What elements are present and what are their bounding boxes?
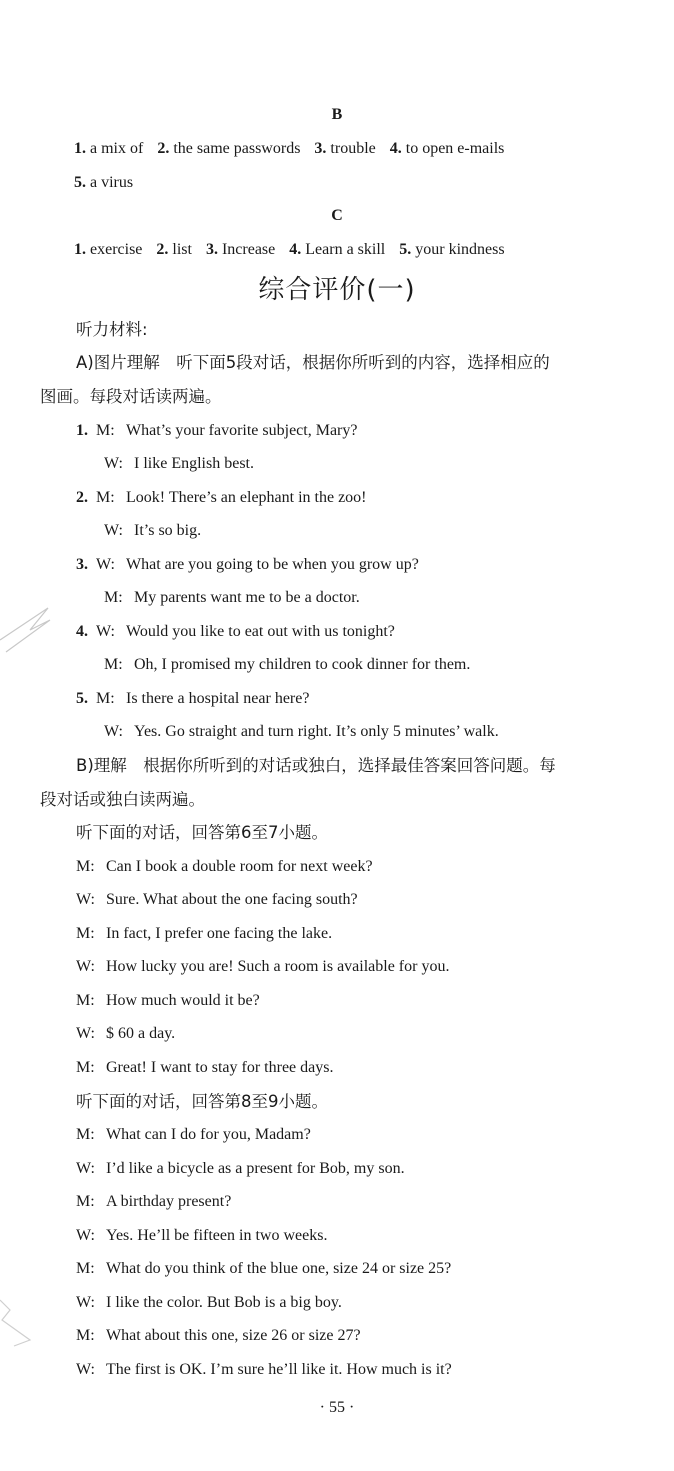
- dialog-5-line2: [104, 722, 499, 742]
- answer-number: 4.: [289, 241, 302, 258]
- dialog-text: It’s so big.: [134, 522, 202, 539]
- speaker: M:: [76, 1260, 95, 1277]
- dialog-number: 4.: [76, 623, 88, 640]
- speaker: M:: [96, 422, 115, 439]
- section-b-answers-row2: [74, 173, 133, 193]
- answer-text: Learn a skill: [305, 241, 386, 258]
- section-b-answers-row1: [74, 139, 504, 159]
- dialog-text: Would you like to eat out with us tonight?: [126, 623, 395, 640]
- conv1-line: [76, 924, 332, 944]
- speaker: M:: [96, 690, 115, 707]
- dialog-text: How lucky you are! Such a room is available for you.: [106, 958, 450, 975]
- dialog-text: What can I do for you, Madam?: [106, 1126, 311, 1143]
- answer-number: 2.: [157, 140, 170, 157]
- speaker: M:: [76, 1126, 95, 1143]
- part-b-instruction-line1: B)理解 根据你所听到的对话或独白，选择最佳答案回答问题。每: [76, 756, 556, 775]
- speaker: M:: [96, 489, 115, 506]
- conv1-line: [76, 857, 373, 877]
- answer-text: the same passwords: [173, 140, 301, 157]
- part-a-instruction-line2: 图画。每段对话读两遍。: [40, 387, 222, 406]
- answer-text: Increase: [221, 241, 276, 258]
- answer-number: 1.: [74, 140, 86, 157]
- answer-text: list: [172, 241, 192, 258]
- section-c-title: C: [331, 207, 343, 224]
- page-number: · 55 ·: [319, 1399, 355, 1416]
- dialog-2-line2: [104, 521, 201, 541]
- conv2-line: [76, 1125, 311, 1145]
- listen-instruction-6-7: 听下面的对话，回答第6至7小题。: [76, 823, 328, 842]
- dialog-text: The first is OK. I’m sure he’ll like it. How much is it?: [106, 1361, 452, 1378]
- dialog-text: How much would it be?: [106, 992, 260, 1009]
- conv1-line: [76, 957, 449, 977]
- dialog-text: I like the color. But Bob is a big boy.: [106, 1294, 342, 1311]
- dialog-text: Sure. What about the one facing south?: [106, 891, 358, 908]
- speaker: M:: [104, 589, 123, 606]
- speaker: W:: [76, 1361, 95, 1378]
- margin-pencil-mark-top: [0, 600, 60, 660]
- conv1-line: [76, 1024, 175, 1044]
- speaker: W:: [76, 1160, 95, 1177]
- conv2-line: [76, 1159, 405, 1179]
- section-c-answers-row1: [74, 240, 505, 260]
- conv1-line: [76, 991, 260, 1011]
- speaker: W:: [76, 958, 95, 975]
- speaker: W:: [104, 522, 123, 539]
- answer-number: 1.: [74, 241, 86, 258]
- dialog-text: What are you going to be when you grow up?: [126, 556, 419, 573]
- dialog-text: $ 60 a day.: [106, 1025, 176, 1042]
- dialog-2-line1: [76, 488, 367, 508]
- answer-text: trouble: [330, 140, 376, 157]
- speaker: W:: [76, 1025, 95, 1042]
- margin-pencil-mark-bottom: [0, 1290, 40, 1350]
- speaker: W:: [76, 891, 95, 908]
- dialog-4-line1: [76, 622, 395, 642]
- dialog-number: 5.: [76, 690, 88, 707]
- dialog-text: Yes. Go straight and turn right. It’s only 5 minutes’ walk.: [134, 723, 499, 740]
- answer-number: 2.: [156, 241, 169, 258]
- answer-text: a mix of: [90, 140, 144, 157]
- answer-text: a virus: [90, 174, 134, 191]
- speaker: M:: [76, 858, 95, 875]
- listening-material-label: 听力材料:: [76, 320, 148, 339]
- speaker: W:: [76, 1294, 95, 1311]
- conv1-line: [76, 1058, 333, 1078]
- dialog-text: I like English best.: [134, 455, 254, 472]
- speaker: M:: [76, 1059, 95, 1076]
- dialog-text: Look! There’s an elephant in the zoo!: [126, 489, 367, 506]
- answer-number: 3.: [314, 140, 327, 157]
- answer-number: 4.: [389, 140, 402, 157]
- conv2-line: [76, 1192, 231, 1212]
- dialog-text: What about this one, size 26 or size 27?: [106, 1327, 361, 1344]
- speaker: W:: [76, 1227, 95, 1244]
- conv2-line: [76, 1293, 342, 1313]
- conv2-line: [76, 1226, 327, 1246]
- listen-instruction-8-9: 听下面的对话，回答第8至9小题。: [76, 1092, 328, 1111]
- dialog-text: Can I book a double room for next week?: [106, 858, 373, 875]
- dialog-text: In fact, I prefer one facing the lake.: [106, 925, 333, 942]
- speaker: M:: [76, 992, 95, 1009]
- dialog-text: Yes. He’ll be fifteen in two weeks.: [106, 1227, 328, 1244]
- answer-number: 3.: [205, 241, 218, 258]
- conv1-line: [76, 890, 358, 910]
- answer-number: 5.: [399, 241, 412, 258]
- dialog-number: 1.: [76, 422, 88, 439]
- dialog-5-line1: [76, 689, 309, 709]
- dialog-3-line2: [104, 588, 360, 608]
- answer-number: 5.: [74, 174, 86, 191]
- dialog-1-line2: [104, 454, 254, 474]
- speaker: M:: [76, 1193, 95, 1210]
- answer-text: your kindness: [415, 241, 505, 258]
- speaker: M:: [76, 925, 95, 942]
- dialog-text: Oh, I promised my children to cook dinner for them.: [134, 656, 471, 673]
- answer-text: exercise: [90, 241, 143, 258]
- speaker: W:: [96, 623, 115, 640]
- speaker: W:: [104, 723, 123, 740]
- answer-text: to open e-mails: [405, 140, 505, 157]
- speaker: W:: [96, 556, 115, 573]
- conv2-line: [76, 1259, 451, 1279]
- conv2-line: [76, 1326, 361, 1346]
- dialog-text: Is there a hospital near here?: [126, 690, 310, 707]
- dialog-text: I’d like a bicycle as a present for Bob, my son.: [106, 1160, 405, 1177]
- evaluation-heading: 综合评价(一): [258, 275, 416, 305]
- conv2-line: [76, 1360, 452, 1380]
- dialog-3-line1: [76, 555, 419, 575]
- speaker: W:: [104, 455, 123, 472]
- speaker: M:: [76, 1327, 95, 1344]
- speaker: M:: [104, 656, 123, 673]
- dialog-text: What do you think of the blue one, size 24 or size 25?: [106, 1260, 452, 1277]
- dialog-number: 3.: [76, 556, 88, 573]
- dialog-text: What’s your favorite subject, Mary?: [126, 422, 358, 439]
- dialog-text: Great! I want to stay for three days.: [106, 1059, 334, 1076]
- dialog-text: My parents want me to be a doctor.: [134, 589, 360, 606]
- part-b-instruction-line2: 段对话或独白读两遍。: [40, 790, 205, 809]
- dialog-number: 2.: [76, 489, 88, 506]
- section-b-title: B: [331, 106, 343, 123]
- dialog-1-line1: [76, 421, 357, 441]
- dialog-4-line2: [104, 655, 470, 675]
- dialog-text: A birthday present?: [106, 1193, 232, 1210]
- part-a-instruction-line1: A)图片理解 听下面5段对话，根据你所听到的内容，选择相应的: [76, 353, 550, 372]
